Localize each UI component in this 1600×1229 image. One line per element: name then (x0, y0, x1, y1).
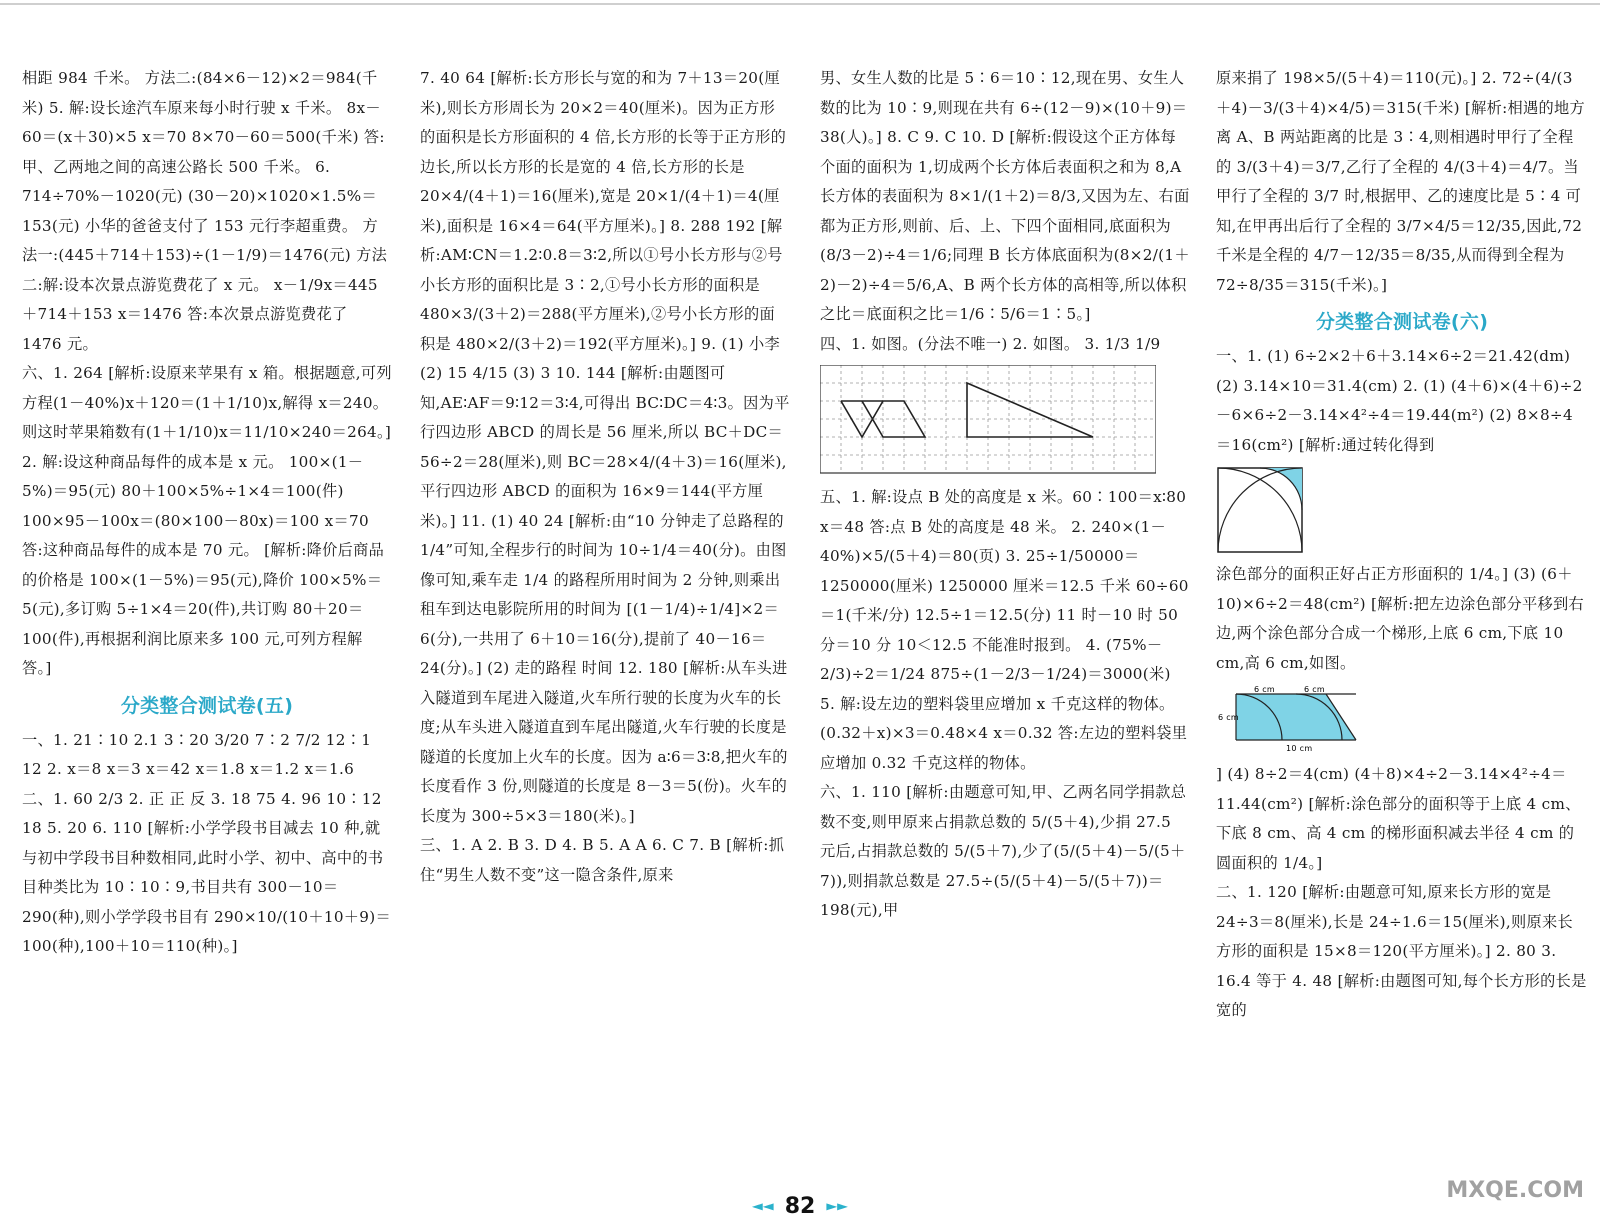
section-title-six: 分类整合测试卷(六) (1315, 311, 1489, 333)
prev-arrow-icon: ◄◄ (752, 1198, 774, 1215)
grid-figure (820, 365, 1156, 477)
section-title-five: 分类整合测试卷(五) (120, 694, 294, 717)
trap-top-label: 6 cm (1254, 685, 1276, 694)
answer-paragraph: 二、1. 60 2/3 2. 正 正 反 3. 18 75 4. 96 10∶12 18 5. 20 6. 110 [解析:小学学段书目减去 10 种,就与初中学段书目种数相同,此时小学、初中、高中的书目种类比为 10∶10∶9,书目共有 300－10＝290(种),则小学学段书目有 290×10/(10＋10＋9)＝100(种),100＋10＝110(种)。] (22, 789, 391, 955)
page-number: 82 (784, 1194, 816, 1219)
column-3 (820, 64, 1190, 926)
answer-paragraph: ] (4) 8÷2＝4(cm) (4＋8)×4÷2－3.14×4²÷4＝11.44(cm²) [解析:涂色部分的面积等于上底 4 cm、下底 8 cm、高 4 cm 的梯形面积减去半径 4 cm 的圆面积的 1/4。] (1216, 765, 1581, 872)
answer-paragraph: 原来捐了 198×5/(5＋4)＝110(元)。] 2. 72÷(4/(3＋4)－3/(3＋4)×4/5)＝315(千米) [解析:相遇的地方离 A、B 两站距离的比是 3∶4,则相遇时甲行了全程的 3/(3＋4)＝3/7,乙行了全程的 4/(3＋4)＝4/7。当甲行了全程的 3/7 时,根据甲、乙的速度比是 5∶4 可知,在甲再出后行了全程的 3/7×4/5＝12/35,因此,72 千米是全程的 4/7－12/35＝8/35,从而得到全程为 72÷8/35＝315(千米)。] (1216, 69, 1585, 294)
column-1 (22, 64, 392, 962)
column-2 (420, 64, 790, 890)
answer-paragraph: 相距 984 千米。 方法二:(84×6－12)×2＝984(千米) 5. 解:设长途汽车原来每小时行驶 x 千米。 8x－60＝(x＋30)×5 x＝70 8×70－60＝500(千米) 答:甲、乙两地之间的高速公路长 500 千米。 6. 714÷70%－1020(元) (30－20)×1020×1.5%＝153(元) 小华的爸爸支付了 153 元行李超重费。 方法一:(445＋714＋153)÷(1－1/9)＝1476(元) 方法二:解:设本次景点游览费花了 x 元。 x－1/9x＝445＋714＋153 x＝1476 答:本次景点游览费花了 1476 元。 (22, 69, 388, 353)
top-rule (0, 3, 1600, 5)
answer-paragraph: 六、1. 110 [解析:由题意可知,甲、乙两名同学捐款总数不变,则甲原来占捐款总数的 5/(5＋4),少捐 27.5 元后,占捐款总数的 5/(5＋7),少了(5/(5＋4)－5/(5＋7)),则捐款总数是 27.5÷(5/(5＋4)－5/(5＋7))＝198(元),甲 (820, 783, 1187, 919)
answer-paragraph: 六、1. 264 [解析:设原来苹果有 x 箱。根据题意,可列方程(1－40%)x＋120＝(1＋1/10)x,解得 x＝240。则这时苹果箱数有(1＋1/10)x＝11/10×240＝264。] (22, 364, 392, 441)
trapezoid-figure (1216, 684, 1376, 754)
square-arc-figure (1216, 466, 1306, 554)
trap-top2-label: 6 cm (1304, 685, 1326, 694)
trap-bottom-label: 10 cm (1286, 744, 1313, 753)
answer-paragraph: 二、1. 120 [解析:由题意可知,原来长方形的宽是 24÷3＝8(厘米),长是 24÷1.6＝15(厘米),则原来长方形的面积是 15×8＝120(平方厘米)。] 2. 80 3. 16.4 等于 4. 48 [解析:由题图可知,每个长方形的长是宽的 (1216, 883, 1587, 1019)
answer-paragraph: 一、1. 21∶10 2.1 3∶20 3/20 7∶2 7/2 12∶1 12 2. x＝8 x＝3 x＝42 x＝1.8 x＝1.2 x＝1.6 (22, 730, 372, 778)
answer-paragraph: 三、1. A 2. B 3. D 4. B 5. A A 6. C 7. B [解析:抓住“男生人数不变”这一隐含条件,原来 (420, 836, 785, 884)
watermark-logo: MXQE.COM (1446, 1178, 1584, 1203)
answer-paragraph: 7. 40 64 [解析:长方形长与宽的和为 7＋13＝20(厘米),则长方形周长为 20×2＝40(厘米)。因为正方形的面积是长方形面积的 4 倍,长方形的长等于正方形的边长,所以长方形的长是宽的 4 倍,长方形的长是 20×4/(4＋1)＝16(厘米),宽是 20×1/(4＋1)＝4(厘米),面积是 16×4＝64(平方厘米)。] 8. 288 192 [解析:AM∶CN＝1.2∶0.8＝3∶2,所以①号小长方形与②号小长方形的面积比是 3∶2,①号小长方形的面积是 480×3/(3＋2)＝288(平方厘米),②号小长方形的面积是 480×2/(3＋2)＝192(平方厘米)。] 9. (1) 小李 (2) 15 4/15 (3) 3 10. 144 [解析:由题图可知,AE∶AF＝9∶12＝3∶4,可得出 BC∶DC＝4∶3。因为平行四边形 ABCD 的周长是 56 厘米,所以 BC＋DC＝56÷2＝28(厘米),则 BC＝28×4/(4＋3)＝16(厘米),平行四边形 ABCD 的面积为 16×9＝144(平方厘米)。] 11. (1) 40 24 [解析:由“10 分钟走了总路程的 1/4”可知,全程步行的时间为 10÷1/4＝40(分)。由图像可知,乘车走 1/4 的路程所用时间为 2 分钟,则乘出租车到达电影院所用的时间为 [(1－1/4)÷1/4]×2＝6(分),一共用了 6＋10＝16(分),提前了 40－16＝24(分)。] (2) 走的路程 时间 12. 180 [解析:从车头进入隧道到车尾进入隧道,火车所行驶的长度为火车的长度;从车头进入隧道直到车尾出隧道,火车行驶的长度是隧道的长度加上火车的长度。因为 a∶6＝3∶8,把火车的长度看作 3 份,则隧道的长度是 8－3＝5(份)。火车的长度为 300÷5×3＝180(米)。] (420, 69, 790, 825)
page-footer (0, 1194, 1600, 1224)
answer-paragraph: 四、1. 如图。(分法不唯一) 2. 如图。 3. 1/3 1/9 (820, 334, 1161, 353)
column-4 (1216, 64, 1588, 1026)
answer-paragraph: 一、1. (1) 6÷2×2＋6＋3.14×6÷2＝21.42(dm) (2) 3.14×10＝31.4(cm) 2. (1) (4＋6)×(4＋6)÷2－6×6÷2－3.14×4²÷4＝19.44(m²) (2) 8×8÷4＝16(cm²) [解析:通过转化得到 (1216, 347, 1583, 454)
answer-paragraph: 2. 解:设这种商品每件的成本是 x 元。 100×(1－5%)＝95(元) 80＋100×5%÷1×4＝100(件) 100×95－100x＝(80×100－80x)＝100 x＝70 答:这种商品每件的成本是 70 元。 [解析:降价后商品的价格是 100×(1－5%)＝95(元),降价 100×5%＝5(元),多订购 5÷1×4＝20(件),共订购 80＋20＝100(件),再根据利润比原来多 100 元,可列方程解答。] (22, 452, 385, 677)
trap-side-label: 6 cm (1218, 713, 1240, 722)
answer-paragraph: 涂色部分的面积正好占正方形面积的 1/4。] (3) (6＋10)×6÷2＝48(cm²) [解析:把左边涂色部分平移到右边,两个涂色部分合成一个梯形,上底 6 cm,下底 10 cm,高 6 cm,如图。 (1216, 565, 1584, 672)
answer-paragraph: 男、女生人数的比是 5∶6＝10∶12,现在男、女生人数的比为 10∶9,则现在共有 6÷(12－9)×(10＋9)＝38(人)。] 8. C 9. C 10. D [解析:假设这个正方体每个面的面积为 1,切成两个长方体后表面积之和为 8,A 长方体的表面积为 8×1/(1＋2)＝8/3,又因为左、右面都为正方形,则前、后、上、下四个面相同,底面积为(8/3－2)÷4＝1/6;同理 B 长方体底面积为(8×2/(1＋2)－2)÷4＝5/6,A、B 两个长方体的高相等,所以体积之比＝底面积之比＝1/6∶5/6＝1∶5。] (820, 69, 1190, 323)
next-arrow-icon: ►► (826, 1198, 848, 1215)
answer-paragraph: 五、1. 解:设点 B 处的高度是 x 米。60∶100＝x∶80 x＝48 答:点 B 处的高度是 48 米。 2. 240×(1－40%)×5/(5＋4)＝80(页) 3. 25÷1/50000＝1250000(厘米) 1250000 厘米＝12.5 千米 60÷60＝1(千米/分) 12.5÷1＝12.5(分) 11 时－10 时 50 分＝10 分 10＜12.5 不能准时报到。 4. (75%－2/3)÷2＝1/24 875÷(1－2/3－1/24)＝3000(米) 5. 解:设左边的塑料袋里应增加 x 千克这样的物体。 (0.32＋x)×3＝0.48×4 x＝0.32 答:左边的塑料袋里应增加 0.32 千克这样的物体。 (820, 488, 1189, 772)
